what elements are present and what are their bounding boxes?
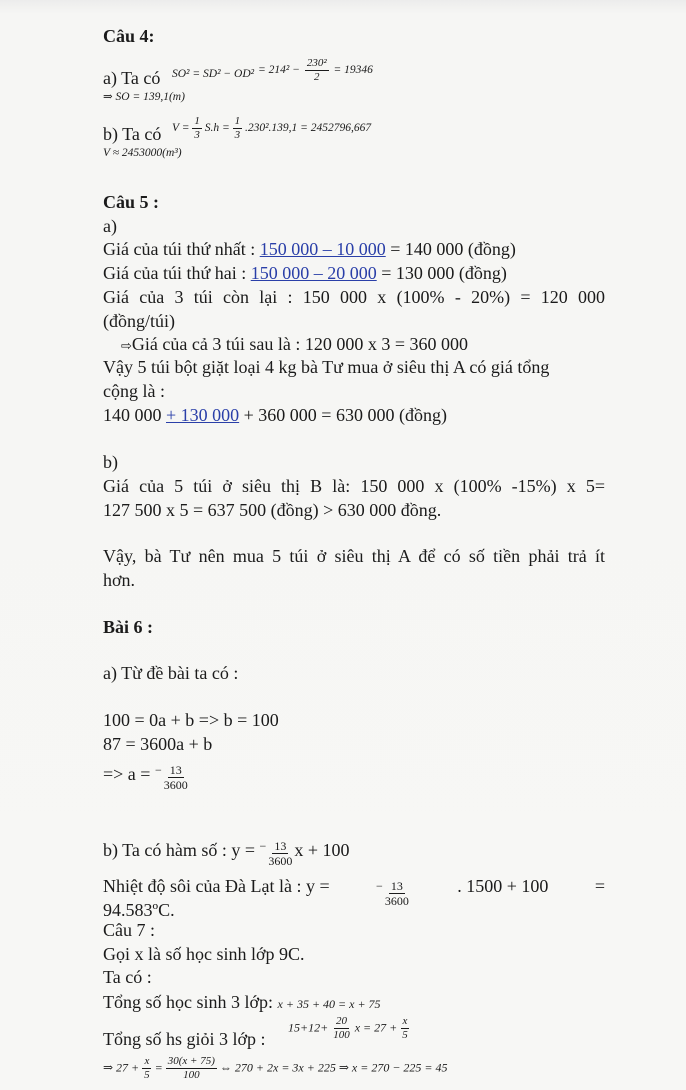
cau5-part-a: a)	[103, 216, 117, 236]
cau5-line7-link[interactable]: + 130 000	[166, 405, 240, 425]
heading-cau-5: Câu 5 :	[103, 192, 160, 212]
cau7-line-4-formula: 15+12+ $\frac{20}{100}$ x = 27 + $\frac{x}{5}$	[288, 1015, 408, 1041]
cau5-b-line-1: Giá của 5 túi ở siêu thị B là: 150 000 x (100% -15%) x 5=	[103, 476, 605, 496]
cau5-part-b: b)	[103, 452, 118, 472]
cau7-line-1: Gọi x là số học sinh lớp 9C.	[103, 944, 305, 964]
cau5-conclusion-1: Vậy, bà Tư nên mua 5 túi ở siêu thị A để có số tiền phải trả ít	[103, 546, 605, 566]
cau4-a-so-result: ⇒ SO = 139,1(m)	[103, 91, 185, 103]
cau5-line-5: Vậy 5 túi bột giặt loại 4 kg bà Tư mua ở siêu thị A có giá tổng	[103, 357, 550, 377]
cau7-line-3: Tổng số học sinh 3 lớp: x + 35 + 40 = x + 75	[103, 992, 381, 1012]
cau5-conclusion-2: hơn.	[103, 570, 136, 590]
bai6-boiling-result: 94.583ºC.	[103, 900, 175, 920]
cau5-line-1: Giá của túi thứ nhất : 150 000 – 10 000 = 140 000 (đồng)	[103, 239, 516, 259]
cau4-b-label: b) Ta có	[103, 124, 162, 144]
cau4-b-formula: V = $\frac{1}{3}$ S.h = $\frac{1}{3}$ .230².139,1 = 2452796,667	[172, 115, 372, 141]
cau5-line1-link[interactable]: 150 000 – 10 000	[259, 239, 386, 259]
bai6-b-line: b) Ta có hàm số : y = − $\frac{13}{3600}$ x + 100	[103, 839, 350, 868]
cau4-a-formula-mid: = 214² − $\frac{\text{230²}}{2}$ = 19346	[258, 57, 373, 83]
bai6-eq-2: 87 = 3600a + b	[103, 734, 213, 754]
cau7-line-4: Tổng số hs giỏi 3 lớp :	[103, 1029, 266, 1049]
cau4-a-formula-left: SO² = SD² − OD²	[172, 68, 255, 80]
cau4-b-volume: V ≈ 2453000(m³)	[103, 147, 182, 159]
bai6-eq-1: 100 = 0a + b => b = 100	[103, 710, 279, 730]
cau5-line2-link[interactable]: 150 000 – 20 000	[250, 263, 377, 283]
cau4-a-frac-den: 2	[314, 71, 320, 83]
cau4-a-frac-num: 230²	[306, 57, 327, 69]
heading-bai-6: Bài 6 :	[103, 617, 154, 637]
heading-cau-4: Câu 4:	[103, 26, 155, 46]
heading-cau-7: Câu 7 :	[103, 920, 155, 940]
cau7-line-5: ⇒ 27 + $\frac{x}{5}$ = $\frac{30(x + 75)}{100}$ ⇔ 270 + 2x = 3x + 225 ⇒ x = 270 − 225 = 45	[103, 1055, 448, 1081]
cau5-line-3: Giá của 3 túi còn lại : 150 000 x (100% - 20%) = 120 000	[103, 287, 605, 307]
implies-arrow-icon: ⇨	[121, 339, 132, 354]
bai6-eq-3: => a = − $\frac{13}{3600}$	[103, 763, 188, 792]
cau4-a-label: a) Ta có	[103, 68, 161, 88]
cau5-b-line-2: 127 500 x 5 = 637 500 (đồng) > 630 000 đồng.	[103, 500, 442, 520]
bai6-a-intro: a) Từ đề bài ta có :	[103, 663, 239, 683]
cau5-line-6: cộng là :	[103, 381, 165, 401]
cau5-line-7: 140 000 + 130 000 + 360 000 = 630 000 (đồng)	[103, 405, 447, 425]
cau5-line-3b: (đồng/túi)	[103, 311, 175, 331]
bai6-boiling-line: Nhiệt độ sôi của Đà Lạt là : y = − $\frac{13}{3600}$ . 1500 + 100 =	[103, 876, 605, 908]
cau7-line-2: Ta có :	[103, 967, 152, 987]
cau5-line-4: ⇨Giá của cả 3 túi sau là : 120 000 x 3 = 360 000	[121, 334, 468, 354]
cau5-line-2: Giá của túi thứ hai : 150 000 – 20 000 = 130 000 (đồng)	[103, 263, 507, 283]
